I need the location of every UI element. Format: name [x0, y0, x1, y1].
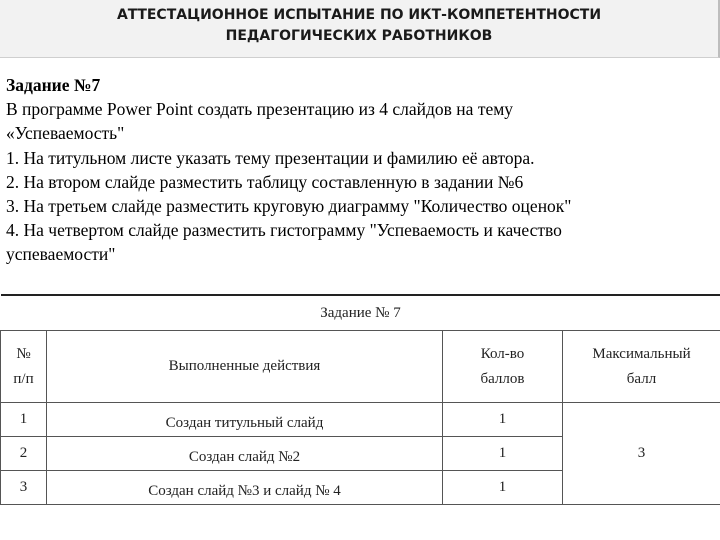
header-title-line-2: ПЕДАГОГИЧЕСКИХ РАБОТНИКОВ	[225, 28, 493, 44]
row-points: 1	[443, 403, 563, 437]
row-action	[47, 437, 443, 471]
row-action	[47, 471, 443, 505]
task-description	[6, 73, 718, 267]
header-points-line-2: баллов	[480, 370, 525, 387]
header-number-line-2: п/п	[13, 370, 34, 387]
header-points-line-1: Кол-во	[480, 345, 525, 362]
task-line: 1. На титульном листе указать тему презентации и фамилию её автора.	[6, 147, 535, 168]
row-number: 3	[1, 471, 47, 505]
header-actions: Выполненные действия	[47, 331, 443, 403]
table-caption: Задание № 7	[1, 295, 720, 331]
header-max-line-1: Максимальный	[592, 345, 691, 362]
task-line: В программе Power Point создать презентацию из 4 слайдов на тему	[6, 99, 514, 120]
grading-table	[0, 294, 720, 505]
header-number	[1, 331, 47, 403]
header-title-line-1: АТТЕСТАЦИОННОЕ ИСПЫТАНИЕ ПО ИКТ-КОМПЕТЕНТНОСТИ	[116, 7, 602, 23]
task-line: 3. На третьем слайде разместить круговую диаграмму "Количество оценок"	[6, 196, 572, 217]
task-title: Задание №7	[6, 75, 101, 95]
table-row	[1, 403, 720, 437]
row-points: 1	[443, 437, 563, 471]
row-action	[47, 403, 443, 437]
row-number: 1	[1, 403, 47, 437]
task-line: успеваемости"	[6, 244, 116, 265]
header-points	[443, 331, 563, 403]
table-header-row	[1, 331, 720, 403]
task-line: «Успеваемость"	[6, 123, 125, 144]
row-number: 2	[1, 437, 47, 471]
task-line: 2. На втором слайде разместить таблицу составленную в задании №6	[6, 171, 524, 192]
row-action-text: Создан слайд №2	[188, 449, 301, 465]
header-max-score	[563, 331, 720, 403]
row-points: 1	[443, 471, 563, 505]
max-score-cell: 3	[563, 403, 720, 505]
header-max-line-2: балл	[626, 370, 657, 387]
page-header	[0, 0, 720, 58]
row-action-text: Создан титульный слайд	[165, 415, 324, 431]
row-action-text: Создан слайд №3 и слайд № 4	[148, 483, 341, 499]
table-caption-row	[1, 295, 720, 331]
task-line: 4. На четвертом слайде разместить гистограмму "Успеваемость и качество	[6, 220, 562, 241]
header-number-line-1: №	[16, 345, 31, 362]
